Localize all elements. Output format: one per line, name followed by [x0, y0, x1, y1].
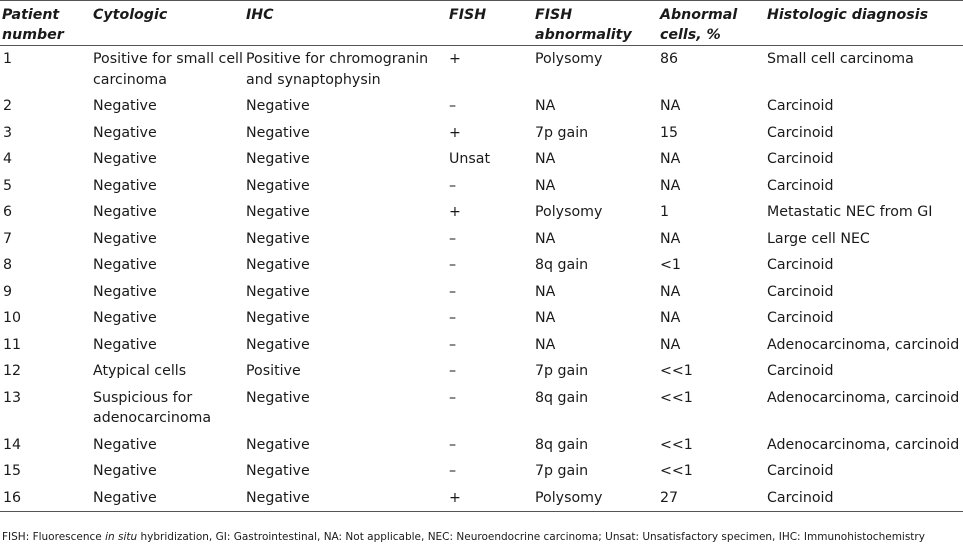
cell-abnormal-cells: NA [660, 151, 681, 167]
cell-cytologic: Negative [93, 336, 157, 353]
cell-fish-abnormality: 8q gain [535, 436, 589, 453]
table-body [0, 46, 963, 512]
cell-fish-abnormality: 7p gain [535, 463, 589, 479]
cell-cytologic: Negative [93, 230, 157, 247]
cell-fish-abnormality: NA [535, 151, 556, 167]
cell-ihc: Negative [246, 389, 310, 406]
table-row [0, 458, 963, 485]
cell-histologic-diagnosis: Adenocarcinoma, carcinoid [767, 336, 960, 353]
cell-patient-number: 12 [3, 363, 22, 379]
cell-fish-abnormality: Polysomy [535, 204, 603, 220]
cell-ihc: Negative [246, 436, 310, 453]
cell-abnormal-cells: <1 [660, 257, 681, 273]
cell-histologic-diagnosis: Carcinoid [767, 283, 834, 300]
cell-abnormal-cells: NA [660, 98, 681, 114]
table-row [0, 120, 963, 147]
cell-histologic-diagnosis: Large cell NEC [767, 230, 870, 247]
cell-histologic-diagnosis: Carcinoid [767, 98, 834, 114]
cell-cytologic: Negative [93, 310, 157, 326]
footnote-text-2: hybridization, GI: Gastrointestinal, NA: Not applicable, NEC: Neuroendocrine carcinoma; Unsat: Unsatisfactory specimen, IHC: Immunohistochemistry [137, 531, 925, 543]
table-row [0, 146, 963, 173]
cell-abnormal-cells: 86 [660, 51, 679, 67]
cell-fish: – [449, 436, 457, 453]
cell-cytologic: Negative [93, 204, 157, 220]
cell-ihc: Negative [246, 485, 449, 512]
cell-ihc: Negative [246, 230, 310, 247]
cell-patient-number: 5 [3, 177, 13, 194]
cell-fish: – [449, 257, 457, 273]
footnote-text-1: FISH: Fluorescence [2, 531, 106, 543]
cell-histologic-diagnosis: Small cell carcinoma [767, 51, 914, 67]
cell-cytologic: Negative [93, 436, 157, 453]
cell-ihc: Negative [246, 124, 310, 141]
cell-abnormal-cells: NA [660, 336, 681, 353]
cell-histologic-diagnosis: Adenocarcinoma, carcinoid [767, 436, 960, 453]
cell-fish: + [449, 204, 461, 220]
cell-abnormal-cells: 15 [660, 124, 679, 141]
table-row [0, 358, 963, 385]
cell-abnormal-cells: NA [660, 177, 681, 194]
cell-abnormal-cells: <<1 [660, 363, 693, 379]
table-row [0, 385, 963, 432]
cell-cytologic: Positive for small cell carcinoma [93, 51, 243, 88]
table-row [0, 432, 963, 459]
header-row [0, 1, 963, 46]
cell-patient-number: 11 [3, 336, 22, 353]
cell-cytologic: Negative [93, 124, 157, 141]
cell-fish: – [449, 363, 457, 379]
cell-ihc: Positive for chromogranin and synaptophysin [246, 51, 429, 88]
cell-cytologic: Negative [93, 257, 157, 273]
cell-abnormal-cells: NA [660, 230, 681, 247]
cell-fish: – [449, 336, 457, 353]
cell-fish-abnormality: NA [535, 98, 556, 114]
cell-patient-number: 10 [3, 310, 22, 326]
cell-abnormal-cells: <<1 [660, 389, 693, 406]
cell-fish: – [449, 177, 457, 194]
header-cytologic: Cytologic [93, 1, 246, 46]
cell-fish: – [449, 230, 457, 247]
cell-patient-number: 4 [3, 151, 13, 167]
cell-histologic-diagnosis: Adenocarcinoma, carcinoid [767, 389, 960, 406]
cell-histologic-diagnosis: Carcinoid [767, 177, 834, 194]
cell-cytologic: Atypical cells [93, 363, 187, 379]
cell-fish-abnormality: 8q gain [535, 389, 589, 406]
cell-fish-abnormality: NA [535, 177, 556, 194]
cell-cytologic: Negative [93, 283, 157, 300]
header-ihc: IHC [246, 1, 449, 46]
cell-ihc: Negative [246, 257, 310, 273]
cell-fish: + [449, 51, 461, 67]
cell-fish: – [449, 389, 457, 406]
cell-abnormal-cells: 1 [660, 204, 670, 220]
cell-histologic-diagnosis: Metastatic NEC from GI [767, 204, 933, 220]
cell-ihc: Negative [246, 336, 310, 353]
cell-abnormal-cells: 27 [660, 485, 767, 512]
cell-ihc: Positive [246, 363, 301, 379]
cell-fish-abnormality: NA [535, 283, 556, 300]
cell-fish: – [449, 463, 457, 479]
cell-histologic-diagnosis: Carcinoid [767, 310, 834, 326]
cell-fish-abnormality: NA [535, 230, 556, 247]
cell-cytologic: Negative [93, 177, 157, 194]
table-row [0, 485, 963, 512]
cell-fish: – [449, 98, 457, 114]
cell-patient-number: 3 [3, 124, 13, 141]
cell-patient-number: 16 [0, 485, 93, 512]
header-fish: FISH [449, 1, 535, 46]
table-row [0, 305, 963, 332]
table-row [0, 46, 963, 94]
cell-cytologic: Negative [93, 98, 157, 114]
cell-ihc: Negative [246, 98, 310, 114]
cell-patient-number: 9 [3, 283, 13, 300]
table-row [0, 252, 963, 279]
cell-ihc: Negative [246, 463, 310, 479]
cell-ihc: Negative [246, 151, 310, 167]
cell-abnormal-cells: <<1 [660, 436, 693, 453]
cell-fish: + [449, 485, 535, 512]
cell-fish-abnormality: Polysomy [535, 51, 603, 67]
cell-fish: Unsat [449, 151, 491, 167]
cell-fish-abnormality: NA [535, 310, 556, 326]
table-row [0, 173, 963, 200]
table-row [0, 199, 963, 226]
cell-patient-number: 13 [3, 389, 22, 406]
cell-histologic-diagnosis: Carcinoid [767, 124, 834, 141]
header-fish-abnormality: FISH abnormality [535, 1, 660, 46]
table-header [0, 1, 963, 46]
table-row [0, 93, 963, 120]
header-patient-number: Patient number [0, 1, 93, 46]
cell-histologic-diagnosis: Carcinoid [767, 257, 834, 273]
cell-cytologic: Negative [93, 485, 246, 512]
cell-cytologic: Suspicious for adenocarcinoma [93, 389, 212, 426]
cell-fish-abnormality: 7p gain [535, 363, 589, 379]
cell-histologic-diagnosis: Carcinoid [767, 463, 834, 479]
cell-fish-abnormality: 8q gain [535, 257, 589, 273]
header-histologic-diagnosis: Histologic diagnosis [767, 1, 963, 46]
cell-cytologic: Negative [93, 463, 157, 479]
cell-patient-number: 7 [3, 230, 13, 247]
footnote-italic: in situ [105, 531, 138, 543]
cell-histologic-diagnosis: Carcinoid [767, 485, 963, 512]
cell-patient-number: 8 [3, 257, 13, 273]
table-footnote [2, 531, 925, 544]
cell-patient-number: 15 [3, 463, 22, 479]
cell-abnormal-cells: NA [660, 310, 681, 326]
cell-patient-number: 2 [3, 98, 13, 114]
table-row [0, 226, 963, 253]
cell-patient-number: 14 [3, 436, 22, 453]
cell-fish: – [449, 283, 457, 300]
cell-fish: – [449, 310, 457, 326]
cell-fish-abnormality: Polysomy [535, 485, 660, 512]
cell-ihc: Negative [246, 204, 310, 220]
table-row [0, 279, 963, 306]
cell-fish-abnormality: 7p gain [535, 124, 589, 141]
table-row [0, 332, 963, 359]
cell-abnormal-cells: <<1 [660, 463, 693, 479]
cell-abnormal-cells: NA [660, 283, 681, 300]
cell-cytologic: Negative [93, 151, 157, 167]
cell-patient-number: 1 [3, 51, 13, 67]
cell-ihc: Negative [246, 310, 310, 326]
cell-ihc: Negative [246, 177, 310, 194]
header-abnormal-cells: Abnormal cells, % [660, 1, 767, 46]
cell-histologic-diagnosis: Carcinoid [767, 363, 834, 379]
cell-patient-number: 6 [3, 204, 13, 220]
cell-ihc: Negative [246, 283, 310, 300]
cell-fish-abnormality: NA [535, 336, 556, 353]
cell-histologic-diagnosis: Carcinoid [767, 151, 834, 167]
cell-fish: + [449, 124, 461, 141]
